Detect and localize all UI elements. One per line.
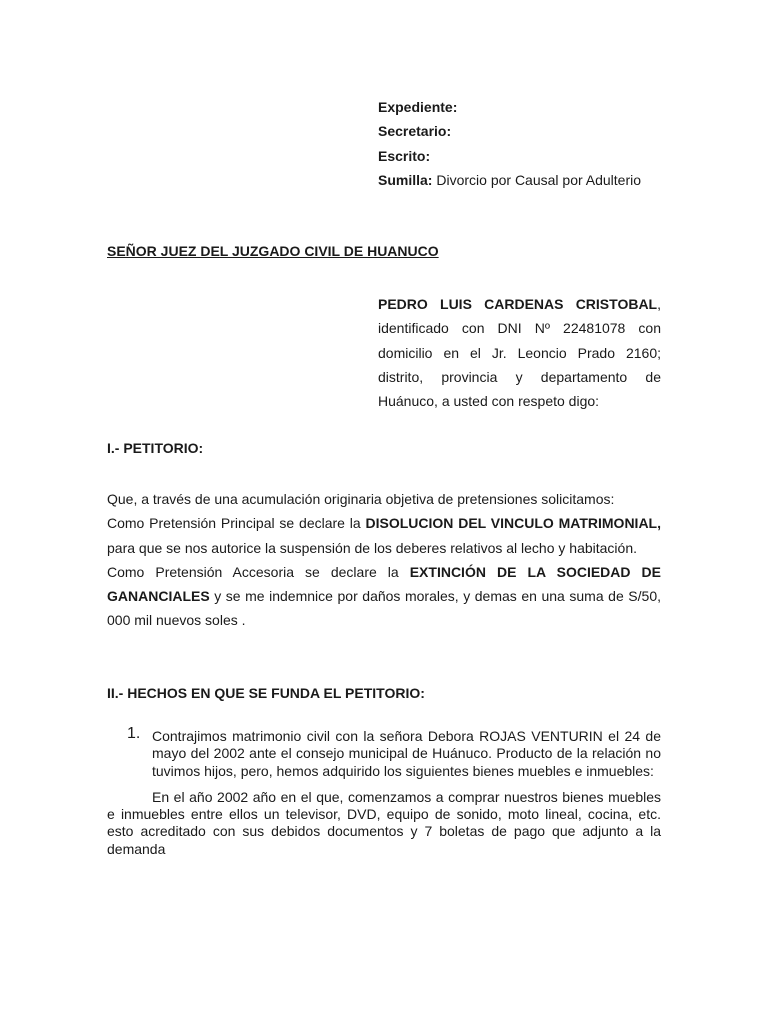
- addressee-heading: SEÑOR JUEZ DEL JUZGADO CIVIL DE HUANUCO: [107, 243, 439, 259]
- principal-pre: Como Pretensión Principal se declare la: [107, 515, 366, 532]
- list-item: [107, 725, 661, 780]
- secretario-line: [378, 119, 668, 143]
- escrito-line: [378, 144, 668, 168]
- petitorio-intro: Que, a través de una acumulación originaria objetiva de pretensiones solicitamos:: [107, 491, 615, 507]
- party-name: PEDRO LUIS CARDENAS CRISTOBAL: [378, 296, 658, 312]
- secretario-label: Secretario:: [378, 123, 452, 140]
- case-header: [378, 95, 668, 192]
- principal-post: para que se nos autorice la suspensión de los deberes relativos al lecho y habitación.: [107, 539, 637, 556]
- accesoria-bold: EXTINCIÓN DE LA SOCIEDAD DE GANANCIALES: [107, 563, 661, 605]
- expediente-line: [378, 95, 668, 119]
- pretension-accesoria: [107, 560, 661, 633]
- escrito-label: Escrito:: [378, 147, 431, 164]
- principal-bold: DISOLUCION DEL VINCULO MATRIMONIAL,: [365, 515, 661, 532]
- section-hechos-title: II.- HECHOS EN QUE SE FUNDA EL PETITORIO:: [107, 685, 425, 701]
- petitorio-body: [107, 487, 661, 633]
- pretension-principal: [107, 511, 661, 560]
- item-number: 1.: [127, 725, 141, 742]
- hechos-paragraph: En el año 2002 año en el que, comenzamos a comprar nuestros bienes muebles e inmuebles entre ellos un televisor, DVD, equipo de sonido, moto lineal, cocina, etc. esto acreditado con sus debidos documentos y 7 boletas de pago que adjunto a la demanda: [107, 788, 661, 857]
- expediente-label: Expediente:: [378, 99, 458, 115]
- sumilla-line: [378, 168, 668, 192]
- section-petitorio-title: I.- PETITORIO:: [107, 440, 204, 456]
- party-details: , identificado con DNI Nº 22481078 con domicilio en el Jr. Leoncio Prado 2160; distrito, provincia y departamento de Huánuco, a usted con respeto digo:: [378, 296, 661, 410]
- party-identification: [378, 292, 661, 413]
- accesoria-pre: Como Pretensión Accesoria se declare la: [107, 563, 410, 580]
- item-text: Contrajimos matrimonio civil con la señora Debora ROJAS VENTURIN el 24 de mayo del 2002 ante el consejo municipal de Huánuco. Producto de la relación no tuvimos hijos, pero, hemos adquirido los siguientes bienes muebles e inmuebles:: [152, 728, 661, 779]
- sumilla-label: Sumilla:: [378, 171, 433, 188]
- accesoria-post: y se me indemnice por daños morales, y demas en una suma de S/50, 000 mil nuevos soles .: [107, 588, 661, 629]
- sumilla-value: Divorcio por Causal por Adulterio: [432, 171, 642, 188]
- hechos-body: [107, 725, 661, 858]
